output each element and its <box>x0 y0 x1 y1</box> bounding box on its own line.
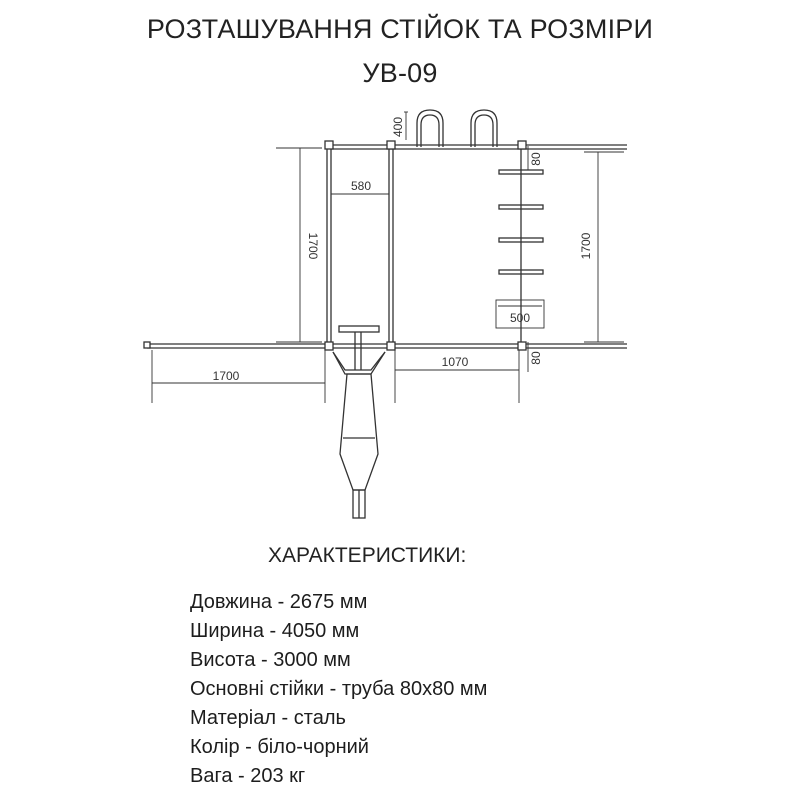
dim-right-top-gap: 80 <box>529 152 543 166</box>
dim-right-bottom-gap: 80 <box>529 351 543 365</box>
dim-ladder-width: 500 <box>509 311 531 325</box>
dim-left-extension: 1700 <box>212 369 240 383</box>
specs-heading: ХАРАКТЕРИСТИКИ: <box>268 544 467 567</box>
dim-left-module-width: 580 <box>350 179 372 193</box>
spec-length: Довжина - 2675 мм <box>190 591 368 613</box>
main-frame-lines <box>147 145 627 348</box>
top-handles <box>417 110 497 147</box>
model-code: УВ-09 <box>362 58 438 88</box>
dim-top-handle-height: 400 <box>391 116 405 138</box>
spec-material: Матеріал - сталь <box>190 707 346 729</box>
post-squares <box>144 141 526 350</box>
spec-height: Висота - 3000 мм <box>190 649 351 671</box>
bench <box>333 326 385 374</box>
specs-list <box>190 588 487 791</box>
page-title: РОЗТАШУВАННЯ СТІЙОК ТА РОЗМІРИ <box>146 14 654 44</box>
spec-width: Ширина - 4050 мм <box>190 620 360 642</box>
dimension-lines <box>152 112 624 403</box>
spec-color: Колір - біло-чорний <box>190 736 369 758</box>
spec-weight: Вага - 203 кг <box>190 765 306 787</box>
dim-right-height: 1700 <box>579 232 593 260</box>
dim-middle-span: 1070 <box>441 355 469 369</box>
dim-left-height: 1700 <box>306 232 320 260</box>
slide <box>340 374 378 518</box>
spec-posts: Основні стійки - труба 80х80 мм <box>190 678 488 700</box>
